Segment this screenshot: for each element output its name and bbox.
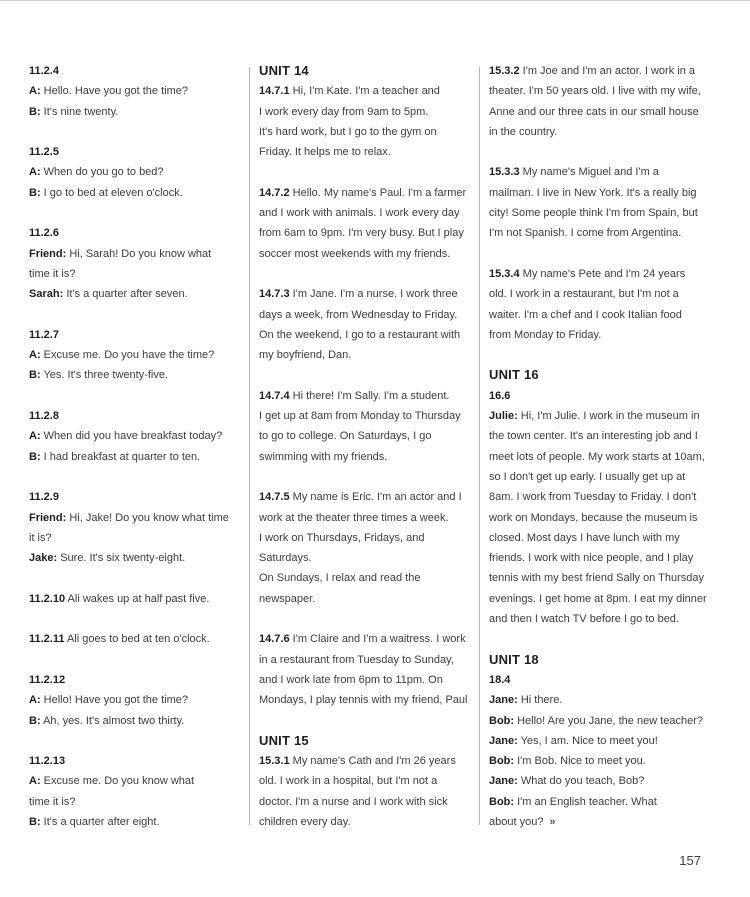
dialog-line: Hi there. bbox=[520, 694, 563, 707]
dialog-line: it is? bbox=[29, 531, 52, 544]
speaker: Jane: bbox=[489, 734, 518, 747]
dialog-line: Ah, yes. It's almost two thirty. bbox=[43, 714, 185, 727]
dialog-line: time it is? bbox=[29, 795, 76, 808]
speaker: B: bbox=[29, 186, 41, 199]
section-code: 14.7.5 bbox=[259, 491, 290, 504]
dialog-line: I'm Bob. Nice to meet you. bbox=[517, 755, 646, 768]
column-divider bbox=[249, 67, 250, 825]
dialog-line: Sure. It's six twenty-eight. bbox=[60, 552, 186, 565]
text-line: meet lots of people. My work starts at 10am, bbox=[489, 450, 705, 463]
text-line: and then I watch TV before I go to bed. bbox=[489, 613, 679, 626]
text-line: Hello. My name's Paul. I'm a farmer bbox=[292, 186, 467, 199]
transcript-block bbox=[29, 589, 237, 609]
dialog-line: time it is? bbox=[29, 267, 76, 280]
dialog-line: When do you go to bed? bbox=[43, 166, 164, 179]
transcript-block bbox=[259, 629, 471, 710]
section-code: 11.2.11 bbox=[29, 633, 65, 646]
speaker: Jane: bbox=[489, 775, 518, 788]
text-line: Anne and our three cats in our small house bbox=[489, 105, 699, 118]
unit-heading: UNIT 18 bbox=[489, 651, 539, 667]
transcript-block bbox=[29, 629, 237, 649]
transcript-block bbox=[29, 670, 237, 731]
column-right bbox=[489, 61, 707, 853]
page-number: 157 bbox=[679, 853, 701, 868]
dialog-line: Yes. It's three twenty-five. bbox=[43, 369, 169, 382]
speaker: Jake: bbox=[29, 552, 58, 565]
transcript-block bbox=[259, 487, 471, 609]
speaker: B: bbox=[29, 450, 41, 463]
speaker: Julie: bbox=[489, 410, 518, 423]
dialog-line: What do you teach, Bob? bbox=[520, 775, 645, 788]
dialog-line: Excuse me. Do you have the time? bbox=[43, 349, 215, 362]
text-line: closed. Most days I have lunch with my bbox=[489, 531, 680, 544]
text-line: doctor. I'm a nurse and I work with sick bbox=[259, 795, 448, 808]
section-code: 11.2.10 bbox=[29, 592, 66, 605]
dialog-line: Hello. Have you got the time? bbox=[43, 85, 188, 98]
speaker: Bob: bbox=[489, 755, 515, 768]
text-line: Mondays, I play tennis with my friend, Paul bbox=[259, 694, 468, 707]
dialog-line: about you? bbox=[489, 815, 544, 828]
section-code: 15.3.1 bbox=[259, 755, 290, 768]
column-left bbox=[29, 61, 237, 853]
dialog-line: Hello! Have you got the time? bbox=[43, 694, 188, 707]
section-code: 14.7.4 bbox=[259, 389, 290, 402]
transcript-block bbox=[29, 223, 237, 304]
transcript-block bbox=[489, 162, 707, 243]
section-code: 11.2.6 bbox=[29, 227, 59, 240]
text-line: I'm Jane. I'm a nurse. I work three bbox=[292, 288, 458, 301]
section-code: 14.7.3 bbox=[259, 288, 290, 301]
section-code: 11.2.12 bbox=[29, 673, 66, 686]
text-line: so I don't get up early. I usually get up at bbox=[489, 470, 686, 483]
text-line: from Monday to Friday. bbox=[489, 328, 602, 341]
text-line: work at the theater three times a week. bbox=[259, 511, 449, 524]
text-line: My name's Miguel and I'm a bbox=[522, 166, 659, 179]
transcript-block bbox=[259, 183, 471, 264]
text-line: 8am. I work from Tuesday to Friday. I don't bbox=[489, 491, 697, 504]
dialog-line: It's a quarter after seven. bbox=[66, 288, 188, 301]
text-line: in a restaurant from Tuesday to Sunday, bbox=[259, 653, 454, 666]
dialog-line: It's a quarter after eight. bbox=[43, 815, 160, 828]
transcript-block bbox=[259, 81, 471, 162]
text-line: I work on Thursdays, Fridays, and Saturdays. bbox=[259, 531, 425, 565]
text-line: Hi, I'm Julie. I work in the museum in bbox=[520, 410, 700, 423]
transcript-block bbox=[259, 751, 471, 832]
speaker: B: bbox=[29, 714, 41, 727]
transcript-block bbox=[29, 751, 237, 832]
transcript-block bbox=[29, 487, 237, 568]
speaker: B: bbox=[29, 105, 41, 118]
text-line: in the country. bbox=[489, 125, 558, 138]
section-code: 14.7.1 bbox=[259, 85, 290, 98]
dialog-line: When did you have breakfast today? bbox=[43, 430, 223, 443]
text-line: my boyfriend, Dan. bbox=[259, 349, 352, 362]
unit-heading: UNIT 14 bbox=[259, 63, 309, 78]
text-line: I'm not Spanish. I come from Argentina. bbox=[489, 227, 682, 240]
text-line: friends. I work with nice people, and I play bbox=[489, 552, 694, 565]
speaker: Jane: bbox=[489, 694, 518, 707]
section-code: 11.2.7 bbox=[29, 328, 59, 341]
dialog-line: It's nine twenty. bbox=[43, 105, 119, 118]
speaker: Friend: bbox=[29, 511, 67, 524]
text-line: old. I work in a restaurant, but I'm not a bbox=[489, 288, 679, 301]
transcript-block bbox=[29, 406, 237, 467]
dialog-line: I'm an English teacher. What bbox=[517, 795, 657, 808]
column-divider bbox=[479, 67, 480, 825]
text-line: I'm Claire and I'm a waitress. I work bbox=[292, 633, 466, 646]
section-code: 15.3.4 bbox=[489, 267, 520, 280]
section-code: 11.2.9 bbox=[29, 491, 59, 504]
text-line: Hi, I'm Kate. I'm a teacher and bbox=[292, 85, 440, 98]
text-line: work on Mondays, because the museum is bbox=[489, 511, 698, 524]
speaker: A: bbox=[29, 694, 41, 707]
text-line: children every day. bbox=[259, 815, 351, 828]
section-code: 15.3.2 bbox=[489, 65, 520, 77]
dialog-line: Hi, Sarah! Do you know what bbox=[69, 247, 212, 260]
speaker: A: bbox=[29, 85, 41, 98]
text-line: My name's Cath and I'm 26 years bbox=[292, 755, 456, 768]
speaker: Bob: bbox=[489, 795, 515, 808]
text-line: from 6am to 9pm. I'm very busy. But I play bbox=[259, 227, 464, 240]
section-code: 14.7.2 bbox=[259, 186, 290, 199]
unit-heading: UNIT 16 bbox=[489, 367, 539, 383]
text-line: On Sundays, I relax and read the newspaper. bbox=[259, 572, 421, 605]
text-line: to go to college. On Saturdays, I go bbox=[259, 430, 432, 443]
text-line: the town center. It's an interesting job and I bbox=[489, 430, 698, 443]
section-code: 16.6 bbox=[489, 389, 511, 402]
text-line: I get up at 8am from Monday to Thursday bbox=[259, 410, 461, 423]
dialog-line: Excuse me. Do you know what bbox=[43, 775, 195, 788]
transcript-block bbox=[29, 325, 237, 386]
speaker: Sarah: bbox=[29, 288, 64, 301]
section-code: 14.7.6 bbox=[259, 633, 290, 646]
sentence: Ali goes to bed at ten o'clock. bbox=[66, 633, 210, 646]
column-middle bbox=[259, 61, 471, 853]
text-line: old. I work in a hospital, but I'm not a bbox=[259, 775, 438, 788]
text-line: waiter. I'm a chef and I cook Italian food bbox=[489, 308, 682, 321]
section-code: 15.3.3 bbox=[489, 166, 520, 179]
unit-heading: UNIT 15 bbox=[259, 732, 309, 748]
text-line: city! Some people think I'm from Spain, but bbox=[489, 207, 698, 220]
text-line: days a week, from Wednesday to Friday. bbox=[259, 308, 458, 321]
section-code: 18.4 bbox=[489, 673, 511, 686]
transcript-block bbox=[489, 670, 707, 832]
text-line: soccer most weekends with my friends. bbox=[259, 247, 451, 260]
text-line: I work every day from 9am to 5pm. bbox=[259, 105, 429, 118]
dialog-line: I had breakfast at quarter to ten. bbox=[43, 450, 201, 463]
transcript-block bbox=[489, 61, 707, 142]
speaker: B: bbox=[29, 815, 41, 828]
text-line: My name's Pete and I'm 24 years bbox=[522, 267, 686, 280]
transcript-block bbox=[259, 386, 471, 467]
continue-arrow-icon: » bbox=[549, 815, 556, 828]
transcript-block bbox=[489, 264, 707, 345]
speaker: A: bbox=[29, 430, 41, 443]
text-line: I'm Joe and I'm an actor. I work in a bbox=[522, 65, 695, 77]
transcript-block bbox=[29, 61, 237, 122]
dialog-line: I go to bed at eleven o'clock. bbox=[43, 186, 183, 199]
text-line: Friday. It helps me to relax. bbox=[259, 146, 391, 159]
text-line: It's hard work, but I go to the gym on bbox=[259, 125, 437, 138]
speaker: A: bbox=[29, 775, 41, 788]
text-line: and I work with animals. I work every day bbox=[259, 207, 460, 220]
section-code: 11.2.4 bbox=[29, 65, 59, 77]
text-line: swimming with my friends. bbox=[259, 450, 388, 463]
section-code: 11.2.13 bbox=[29, 755, 66, 768]
dialog-line: Hi, Jake! Do you know what time bbox=[69, 511, 229, 524]
text-line: and I work late from 6pm to 11pm. On bbox=[259, 673, 443, 686]
sentence: Ali wakes up at half past five. bbox=[67, 592, 210, 605]
speaker: A: bbox=[29, 349, 41, 362]
text-line: Hi there! I'm Sally. I'm a student. bbox=[292, 389, 450, 402]
text-line: theater. I'm 50 years old. I live with my wife, bbox=[489, 85, 701, 98]
text-line: On the weekend, I go to a restaurant with bbox=[259, 328, 461, 341]
text-line: My name is Eric. I'm an actor and I bbox=[292, 491, 462, 504]
transcript-block bbox=[259, 284, 471, 365]
text-line: tennis with my best friend Sally on Thursday bbox=[489, 572, 705, 585]
speaker: A: bbox=[29, 166, 41, 179]
section-code: 11.2.5 bbox=[29, 146, 59, 159]
text-line: mailman. I live in New York. It's a really big bbox=[489, 186, 697, 199]
transcript-block bbox=[29, 142, 237, 203]
text-line: evenings. I get home at 8pm. I eat my dinner bbox=[489, 592, 707, 605]
section-code: 11.2.8 bbox=[29, 410, 59, 423]
speaker: Friend: bbox=[29, 247, 67, 260]
speaker: Bob: bbox=[489, 714, 515, 727]
transcript-block bbox=[489, 386, 707, 630]
speaker: B: bbox=[29, 369, 41, 382]
dialog-line: Yes, I am. Nice to meet you! bbox=[520, 734, 658, 747]
dialog-line: Hello! Are you Jane, the new teacher? bbox=[517, 714, 704, 727]
